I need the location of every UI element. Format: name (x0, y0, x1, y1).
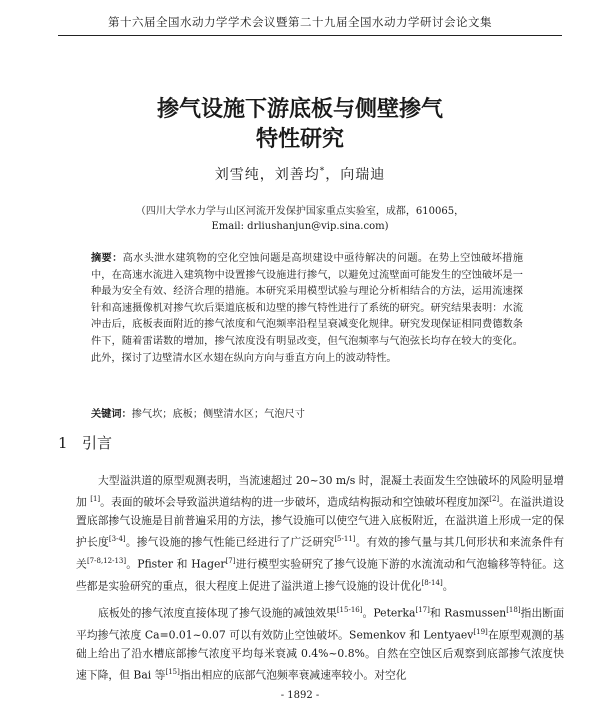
citation: [5-11] (334, 535, 356, 544)
paragraph-text: 在原型观测的基础上给出了沿水槽底部掺气浓度平均每米衰减 0.4%~0.8%。自然在空蚀区后观察到底部掺气浓度快速下降，但 Bai 等 (76, 628, 564, 682)
header-rule (58, 35, 562, 36)
abstract-text: 高水头泄水建筑物的空化空蚀问题是高坝建设中亟待解决的问题。在势上空蚀破坏措施中，在高速水流进入建筑物中设置掺气设施进行掺气，以避免过流壁面可能发生的空蚀破坏是一种最为安全有效、经济合理的措施。本研究采用模型试验与理论分析相结合的方法，运用流速探针和高速摄像机对掺气坎后渠道底板和边壁的掺气特性进行了系统的研究。研究结果表明：水流冲击后，底板表面附近的掺气浓度和气泡频率沿程呈衰减变化规律。研究发现保证相同费德数条件下，随着雷诺数的增加，掺气浓度没有明显改变，但气泡频率与气泡弦长均存在较大的变化。此外，探讨了边壁清水区水翅在纵向方向与垂直方向上的波动特性。 (91, 253, 524, 364)
paragraph-text: 。 (442, 579, 454, 593)
running-header: 第十六届全国水动力学学术会议暨第二十九届全国水动力学研讨会论文集 (108, 15, 492, 29)
citation: [19] (473, 627, 488, 636)
authors (0, 164, 600, 184)
paragraph-text: 进行模型实验研究了掺气设施下游的水流流动和气泡输移等特征。这些都是实验研究的重点，很大程度上促进了溢洪道上掺气设施的设计优化 (76, 557, 565, 593)
keywords-text: 掺气坎；底板；侧壁清水区；气泡尺寸 (131, 409, 305, 420)
citation: [7] (225, 557, 236, 565)
citation: [15] (165, 667, 180, 676)
paragraph-text: 。表面的破坏会导致溢洪道结构的进一步破坏，造成结构振动和空蚀破坏程度加深 (100, 495, 490, 509)
paragraph (76, 601, 564, 685)
keywords (91, 405, 523, 420)
section-heading (58, 432, 112, 453)
paragraph-text: 指出断面平均掺气浓度 Ca=0.01~0.07 可以有效防止空蚀破坏。Semenkov 和 Lentyaev (76, 606, 565, 642)
paragraph-text: 指出相应的底部气泡频率衰减速率较小。对空化 (179, 668, 407, 682)
page-number: - 1892 - (280, 690, 320, 701)
paragraph-text: 和 Rasmussen (429, 606, 507, 620)
citation: [1] (90, 495, 101, 504)
citation: [18] (506, 606, 521, 614)
citation: [3-4] (108, 535, 126, 544)
abstract-label: 摘要： (91, 253, 123, 264)
paper-title-line-1: 掺气设施下游底板与侧壁掺气 (156, 97, 443, 122)
abstract (91, 251, 523, 367)
paragraph-text: 。Peterka (362, 606, 416, 620)
citation: [15-16] (336, 606, 363, 614)
paragraph-text: 。掺气设施的掺气性能已经进行了广泛研究 (125, 535, 335, 549)
affiliation: （四川大学水力学与山区河流开发保护国家重点实验室，成都，610065， (135, 206, 465, 217)
citation: [2] (489, 495, 500, 504)
citation: [17] (415, 606, 430, 614)
author-names-b: ，向瑞迪 (325, 167, 386, 183)
paragraph-text: 底板处的掺气浓度直接体现了掺气设施的减蚀效果 (98, 606, 337, 620)
citation: [7-8,12-13] (86, 557, 127, 565)
section-number: 1 (58, 434, 68, 452)
section-title: 引言 (82, 434, 113, 452)
keywords-label: 关键词： (91, 409, 132, 420)
paragraph-text: 大型溢洪道的原型观测表明，当流速超过 20~30 m/s 时，混凝土表面发生空蚀破坏的风险明显增加 (76, 474, 564, 509)
paragraph-text: 。有效的掺气量与其几何形状和来流条件有关 (76, 535, 565, 571)
citation: [8-14] (421, 578, 443, 587)
paragraph (76, 472, 564, 596)
paragraph-text: 。Pfister 和 Hager (126, 557, 226, 571)
email: Email: drliushanjun@vip.sina.com) (211, 221, 389, 232)
corresponding-author-mark: * (319, 166, 326, 177)
paper-title-line-2: 特性研究 (255, 127, 344, 152)
author-names-a: 刘雪纯，刘善均 (214, 167, 320, 183)
paragraph-text: 。在溢洪道设置底部掺气设施是目前普遍采用的方法，掺气设施可以使空气进入底板附近，在溢洪道上形成一定的保护长度 (76, 495, 564, 549)
